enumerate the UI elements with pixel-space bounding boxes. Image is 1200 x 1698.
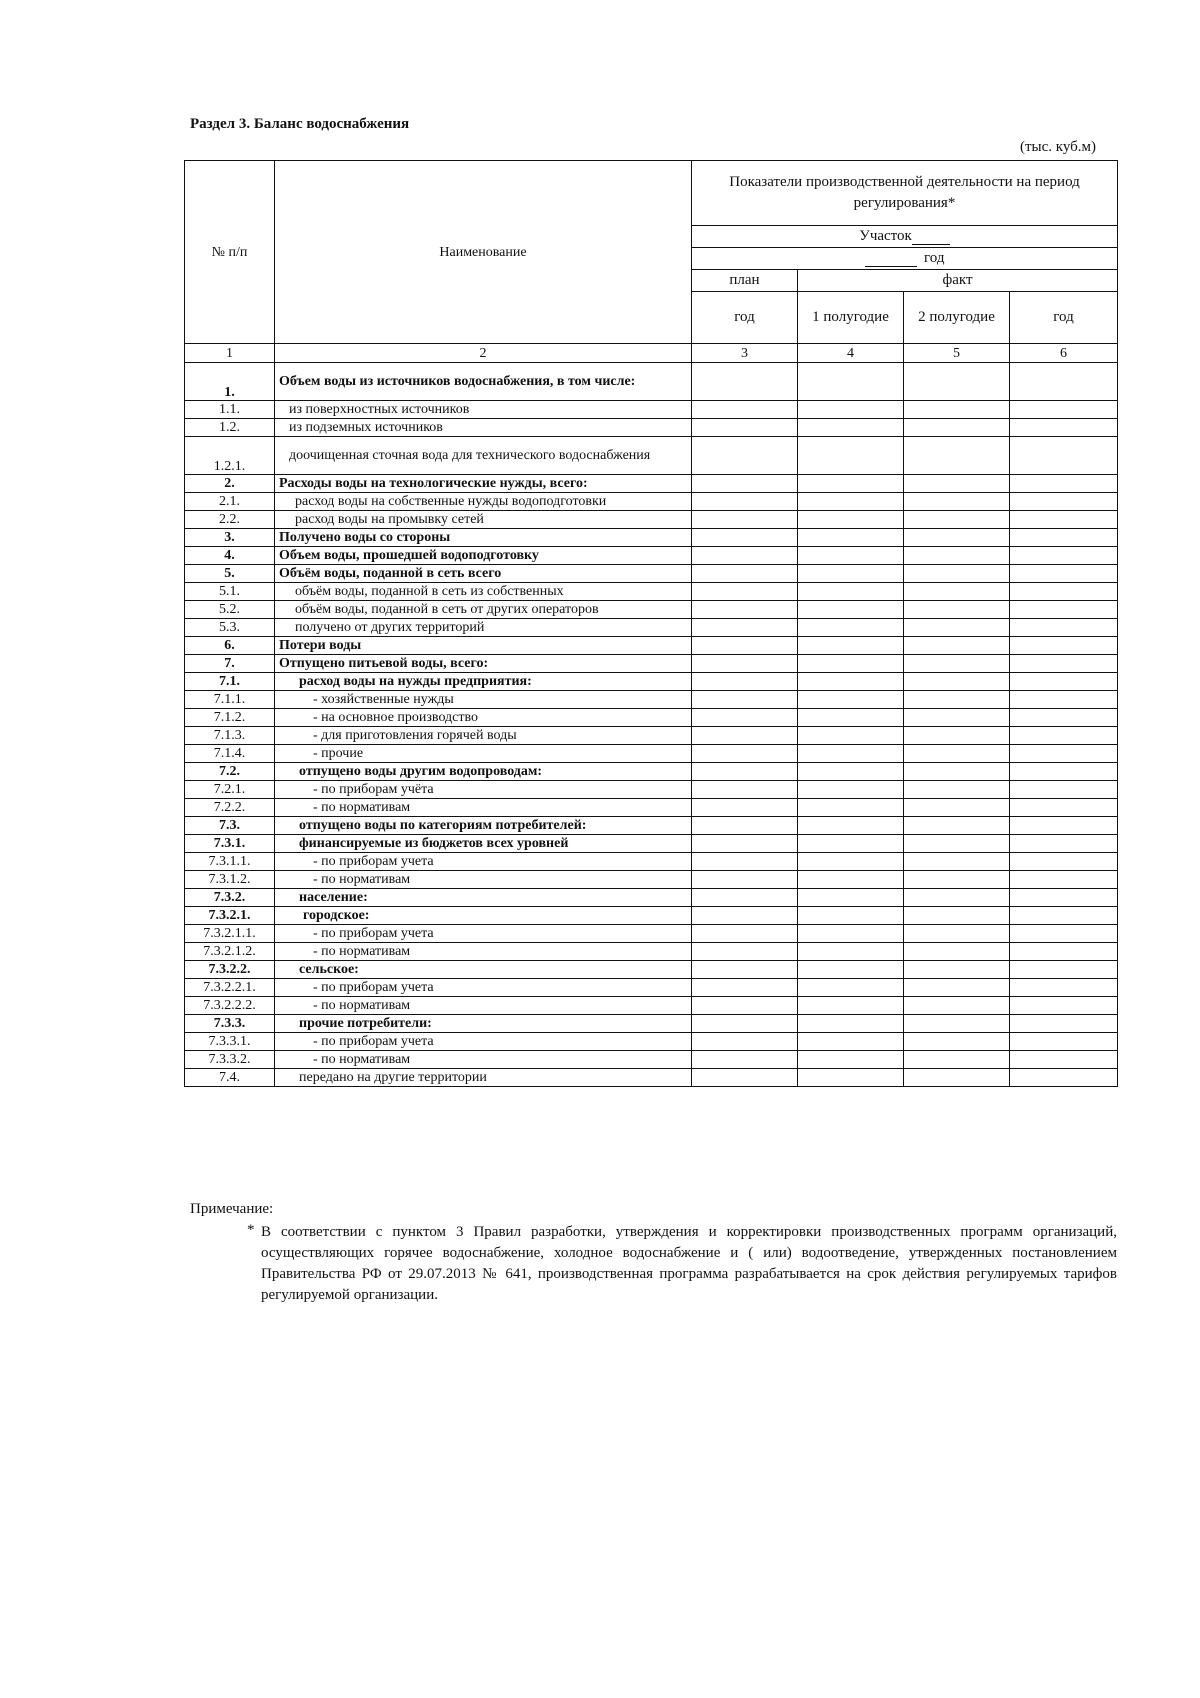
row-number: 7.3.2.2. [185,961,275,979]
row-number: 7.3.2.1. [185,907,275,925]
half2-cell[interactable] [904,419,1010,437]
table-row [185,907,1118,925]
fact-year-cell[interactable] [1010,763,1118,781]
half2-cell[interactable] [904,1033,1010,1051]
section-title: Раздел 3. Баланс водоснабжения [190,116,410,132]
plan-year-cell[interactable] [692,401,798,419]
fact-year-cell[interactable] [1010,475,1118,493]
row-name: расход воды на собственные нужды водоподготовки [275,493,692,511]
half2-cell[interactable] [904,925,1010,943]
half2-cell[interactable] [904,907,1010,925]
half2-cell[interactable] [904,493,1010,511]
half1-cell[interactable] [798,853,904,871]
header-half1: 1 полугодие [798,292,904,344]
plan-year-cell[interactable] [692,1033,798,1051]
half2-cell[interactable] [904,547,1010,565]
half2-cell[interactable] [904,363,1010,401]
half2-cell[interactable] [904,853,1010,871]
row-name: доочищенная сточная вода для технического водоснабжения [275,437,692,475]
row-number: 3. [185,529,275,547]
half1-cell[interactable] [798,655,904,673]
row-name: - по нормативам [275,997,692,1015]
half1-cell[interactable] [798,925,904,943]
fact-year-cell[interactable] [1010,979,1118,997]
half1-cell[interactable] [798,871,904,889]
header-year-label: год [924,249,945,266]
plan-year-cell[interactable] [692,583,798,601]
plan-year-cell[interactable] [692,511,798,529]
row-number: 7.3.2.1.2. [185,943,275,961]
plan-year-cell[interactable] [692,835,798,853]
fact-year-cell[interactable] [1010,853,1118,871]
row-number: 7.1.4. [185,745,275,763]
header-name: Наименование [275,161,692,344]
half2-cell[interactable] [904,943,1010,961]
plan-year-cell[interactable] [692,565,798,583]
half1-cell[interactable] [798,997,904,1015]
fact-year-cell[interactable] [1010,781,1118,799]
fact-year-cell[interactable] [1010,1033,1118,1051]
row-number: 7. [185,655,275,673]
plan-year-cell[interactable] [692,655,798,673]
row-name: - по нормативам [275,799,692,817]
half2-cell[interactable] [904,871,1010,889]
table-row [185,925,1118,943]
row-name: расход воды на промывку сетей [275,511,692,529]
fact-year-cell[interactable] [1010,907,1118,925]
half1-cell[interactable] [798,817,904,835]
row-number: 1.2.1. [185,437,275,475]
plan-year-cell[interactable] [692,871,798,889]
half1-cell[interactable] [798,529,904,547]
row-number: 7.2.1. [185,781,275,799]
half2-cell[interactable] [904,781,1010,799]
half1-cell[interactable] [798,601,904,619]
row-name: Получено воды со стороны [275,529,692,547]
table-row [185,547,1118,565]
half1-cell[interactable] [798,637,904,655]
units-label: (тыс. куб.м) [1019,139,1096,155]
row-name: отпущено воды по категориям потребителей: [275,817,692,835]
row-number: 2.1. [185,493,275,511]
half1-cell[interactable] [798,419,904,437]
plan-year-cell[interactable] [692,529,798,547]
half2-cell[interactable] [904,583,1010,601]
plan-year-cell[interactable] [692,943,798,961]
table-row [185,619,1118,637]
row-name: Потери воды [275,637,692,655]
fact-year-cell[interactable] [1010,997,1118,1015]
table-row [185,1033,1118,1051]
plan-year-cell[interactable] [692,853,798,871]
row-number: 7.3.2.2.1. [185,979,275,997]
fact-year-cell[interactable] [1010,363,1118,401]
plan-year-cell[interactable] [692,907,798,925]
row-name: - по приборам учета [275,925,692,943]
plan-year-cell[interactable] [692,1051,798,1069]
half2-cell[interactable] [904,637,1010,655]
row-name: из поверхностных источников [275,401,692,419]
half2-cell[interactable] [904,511,1010,529]
table-row [185,871,1118,889]
plan-year-cell[interactable] [692,799,798,817]
row-name: - по нормативам [275,871,692,889]
year-blank [865,251,917,267]
half1-cell[interactable] [798,763,904,781]
table-row [185,853,1118,871]
row-number: 2.2. [185,511,275,529]
row-name: Объём воды, поданной в сеть всего [275,565,692,583]
plan-year-cell[interactable] [692,781,798,799]
half1-cell[interactable] [798,907,904,925]
row-name: расход воды на нужды предприятия: [275,673,692,691]
table-row [185,979,1118,997]
row-number: 5.2. [185,601,275,619]
table-row [185,1015,1118,1033]
header-num: № п/п [185,161,275,344]
row-name: - по нормативам [275,1051,692,1069]
half1-cell[interactable] [798,799,904,817]
plan-year-cell[interactable] [692,493,798,511]
fact-year-cell[interactable] [1010,655,1118,673]
fact-year-cell[interactable] [1010,727,1118,745]
half1-cell[interactable] [798,727,904,745]
plan-year-cell[interactable] [692,691,798,709]
row-number: 7.3.1.1. [185,853,275,871]
row-number: 7.1.2. [185,709,275,727]
table-row [185,691,1118,709]
row-name: городское: [275,907,692,925]
row-name: финансируемые из бюджетов всех уровней [275,835,692,853]
column-number: 1 [185,344,275,363]
row-number: 7.3.2.2.2. [185,997,275,1015]
row-number: 7.3.3. [185,1015,275,1033]
table-row [185,781,1118,799]
header-plan: план [692,270,798,292]
plan-year-cell[interactable] [692,437,798,475]
header-plan-year: год [692,292,798,344]
plan-year-cell[interactable] [692,817,798,835]
row-name: - на основное производство [275,709,692,727]
table-row [185,889,1118,907]
row-number: 7.2.2. [185,799,275,817]
row-name: - по нормативам [275,943,692,961]
fact-year-cell[interactable] [1010,511,1118,529]
column-number: 6 [1010,344,1118,363]
plan-year-cell[interactable] [692,673,798,691]
row-number: 4. [185,547,275,565]
row-number: 7.4. [185,1069,275,1087]
table-row [185,1069,1118,1087]
header-fact-year: год [1010,292,1118,344]
row-name: получено от других территорий [275,619,692,637]
half2-cell[interactable] [904,1069,1010,1087]
table-row [185,1051,1118,1069]
header-site [692,226,1118,248]
half1-cell[interactable] [798,979,904,997]
half2-cell[interactable] [904,601,1010,619]
half1-cell[interactable] [798,673,904,691]
header-year [692,248,1118,270]
fact-year-cell[interactable] [1010,419,1118,437]
row-name: сельское: [275,961,692,979]
note-label: Примечание: [190,1201,274,1217]
fact-year-cell[interactable] [1010,437,1118,475]
footnote-text: В соответствии с пунктом 3 Правил разработки, утверждения и корректировки производственных программ организаций, осуществляющих горячее водоснабжение, холодное водоснабжение и ( или) водоотведение, утвержденных постановлением Правительства РФ от 29.07.2013 № 641, производственная программа разрабатывается на срок действия регулируемых тарифов регулируемой организации. [261,1224,1117,1303]
fact-year-cell[interactable] [1010,1051,1118,1069]
fact-year-cell[interactable] [1010,745,1118,763]
row-number: 5.1. [185,583,275,601]
row-number: 7.3.3.2. [185,1051,275,1069]
fact-year-cell[interactable] [1010,817,1118,835]
row-number: 5. [185,565,275,583]
half1-cell[interactable] [798,363,904,401]
row-name: Отпущено питьевой воды, всего: [275,655,692,673]
half2-cell[interactable] [904,565,1010,583]
fact-year-cell[interactable] [1010,961,1118,979]
table-row [185,997,1118,1015]
column-number: 5 [904,344,1010,363]
row-number: 5.3. [185,619,275,637]
fact-year-cell[interactable] [1010,871,1118,889]
plan-year-cell[interactable] [692,601,798,619]
table-row [185,601,1118,619]
half2-cell[interactable] [904,889,1010,907]
fact-year-cell[interactable] [1010,673,1118,691]
row-name: из подземных источников [275,419,692,437]
row-number: 7.3. [185,817,275,835]
plan-year-cell[interactable] [692,619,798,637]
row-name: объём воды, поданной в сеть от других операторов [275,601,692,619]
row-number: 7.1. [185,673,275,691]
table-row [185,943,1118,961]
half1-cell[interactable] [798,961,904,979]
table-row [185,437,1118,475]
row-name: - по приборам учета [275,1033,692,1051]
half2-cell[interactable] [904,799,1010,817]
plan-year-cell[interactable] [692,363,798,401]
half2-cell[interactable] [904,673,1010,691]
fact-year-cell[interactable] [1010,835,1118,853]
plan-year-cell[interactable] [692,763,798,781]
table-row [185,835,1118,853]
table-row [185,817,1118,835]
row-name: отпущено воды другим водопроводам: [275,763,692,781]
row-name: объём воды, поданной в сеть из собственных [275,583,692,601]
table-row [185,961,1118,979]
half1-cell[interactable] [798,781,904,799]
fact-year-cell[interactable] [1010,401,1118,419]
row-name: - прочие [275,745,692,763]
table-row [185,583,1118,601]
plan-year-cell[interactable] [692,1015,798,1033]
fact-year-cell[interactable] [1010,547,1118,565]
fact-year-cell[interactable] [1010,1015,1118,1033]
table-row [185,493,1118,511]
row-number: 1.1. [185,401,275,419]
fact-year-cell[interactable] [1010,925,1118,943]
row-number: 7.3.3.1. [185,1033,275,1051]
column-number: 2 [275,344,692,363]
header-half2: 2 полугодие [904,292,1010,344]
footnote-marker: * [247,1222,255,1238]
row-number: 1.2. [185,419,275,437]
row-number: 2. [185,475,275,493]
plan-year-cell[interactable] [692,419,798,437]
row-number: 7.3.2. [185,889,275,907]
row-name: - по приборам учета [275,979,692,997]
footnote [247,1222,1117,1306]
row-number: 7.2. [185,763,275,781]
table-row [185,475,1118,493]
plan-year-cell[interactable] [692,709,798,727]
half1-cell[interactable] [798,835,904,853]
half1-cell[interactable] [798,547,904,565]
half2-cell[interactable] [904,691,1010,709]
fact-year-cell[interactable] [1010,799,1118,817]
column-number: 4 [798,344,904,363]
fact-year-cell[interactable] [1010,637,1118,655]
table-row [185,745,1118,763]
table-row [185,709,1118,727]
row-name: население: [275,889,692,907]
half1-cell[interactable] [798,1069,904,1087]
header-indicators: Показатели производственной деятельности на период регулирования* [692,161,1118,226]
fact-year-cell[interactable] [1010,691,1118,709]
table-row [185,511,1118,529]
fact-year-cell[interactable] [1010,1069,1118,1087]
half1-cell[interactable] [798,619,904,637]
plan-year-cell[interactable] [692,925,798,943]
row-name: - по приборам учёта [275,781,692,799]
site-blank [912,229,950,245]
fact-year-cell[interactable] [1010,583,1118,601]
row-name: - для приготовления горячей воды [275,727,692,745]
half1-cell[interactable] [798,943,904,961]
row-number: 7.3.1. [185,835,275,853]
row-name: Расходы воды на технологические нужды, всего: [275,475,692,493]
plan-year-cell[interactable] [692,745,798,763]
fact-year-cell[interactable] [1010,619,1118,637]
table-row [185,673,1118,691]
half2-cell[interactable] [904,745,1010,763]
row-name: прочие потребители: [275,1015,692,1033]
water-balance-table [184,160,1118,1087]
half2-cell[interactable] [904,437,1010,475]
half1-cell[interactable] [798,511,904,529]
fact-year-cell[interactable] [1010,709,1118,727]
table-row [185,565,1118,583]
plan-year-cell[interactable] [692,889,798,907]
half2-cell[interactable] [904,817,1010,835]
plan-year-cell[interactable] [692,727,798,745]
half2-cell[interactable] [904,475,1010,493]
half1-cell[interactable] [798,889,904,907]
row-number: 7.3.1.2. [185,871,275,889]
row-name: Объем воды, прошедшей водоподготовку [275,547,692,565]
table-row [185,529,1118,547]
half2-cell[interactable] [904,727,1010,745]
half2-cell[interactable] [904,709,1010,727]
half2-cell[interactable] [904,979,1010,997]
table-row [185,727,1118,745]
header-fact: факт [798,270,1118,292]
half1-cell[interactable] [798,1033,904,1051]
half2-cell[interactable] [904,835,1010,853]
table-body [185,363,1118,1087]
table-row [185,763,1118,781]
half1-cell[interactable] [798,493,904,511]
half2-cell[interactable] [904,1015,1010,1033]
row-number: 1. [185,363,275,401]
fact-year-cell[interactable] [1010,943,1118,961]
fact-year-cell[interactable] [1010,529,1118,547]
plan-year-cell[interactable] [692,961,798,979]
half1-cell[interactable] [798,565,904,583]
half1-cell[interactable] [798,1051,904,1069]
plan-year-cell[interactable] [692,997,798,1015]
header-site-label: Участок [859,227,912,244]
fact-year-cell[interactable] [1010,493,1118,511]
half2-cell[interactable] [904,401,1010,419]
fact-year-cell[interactable] [1010,601,1118,619]
half2-cell[interactable] [904,619,1010,637]
half2-cell[interactable] [904,655,1010,673]
row-number: 7.3.2.1.1. [185,925,275,943]
half1-cell[interactable] [798,691,904,709]
table-row [185,363,1118,401]
half2-cell[interactable] [904,997,1010,1015]
table-row [185,655,1118,673]
column-number: 3 [692,344,798,363]
row-name: - хозяйственные нужды [275,691,692,709]
plan-year-cell[interactable] [692,637,798,655]
row-number: 6. [185,637,275,655]
table-row [185,419,1118,437]
plan-year-cell[interactable] [692,547,798,565]
half1-cell[interactable] [798,745,904,763]
plan-year-cell[interactable] [692,1069,798,1087]
half1-cell[interactable] [798,475,904,493]
table-row [185,799,1118,817]
half2-cell[interactable] [904,961,1010,979]
row-name: передано на другие территории [275,1069,692,1087]
half2-cell[interactable] [904,529,1010,547]
row-number: 7.1.1. [185,691,275,709]
fact-year-cell[interactable] [1010,889,1118,907]
plan-year-cell[interactable] [692,979,798,997]
half1-cell[interactable] [798,401,904,419]
half2-cell[interactable] [904,1051,1010,1069]
table-row [185,401,1118,419]
half1-cell[interactable] [798,1015,904,1033]
half2-cell[interactable] [904,763,1010,781]
plan-year-cell[interactable] [692,475,798,493]
table-row [185,637,1118,655]
half1-cell[interactable] [798,437,904,475]
half1-cell[interactable] [798,709,904,727]
half1-cell[interactable] [798,583,904,601]
row-name: - по приборам учета [275,853,692,871]
row-name: Объем воды из источников водоснабжения, в том числе: [275,363,692,401]
fact-year-cell[interactable] [1010,565,1118,583]
row-number: 7.1.3. [185,727,275,745]
